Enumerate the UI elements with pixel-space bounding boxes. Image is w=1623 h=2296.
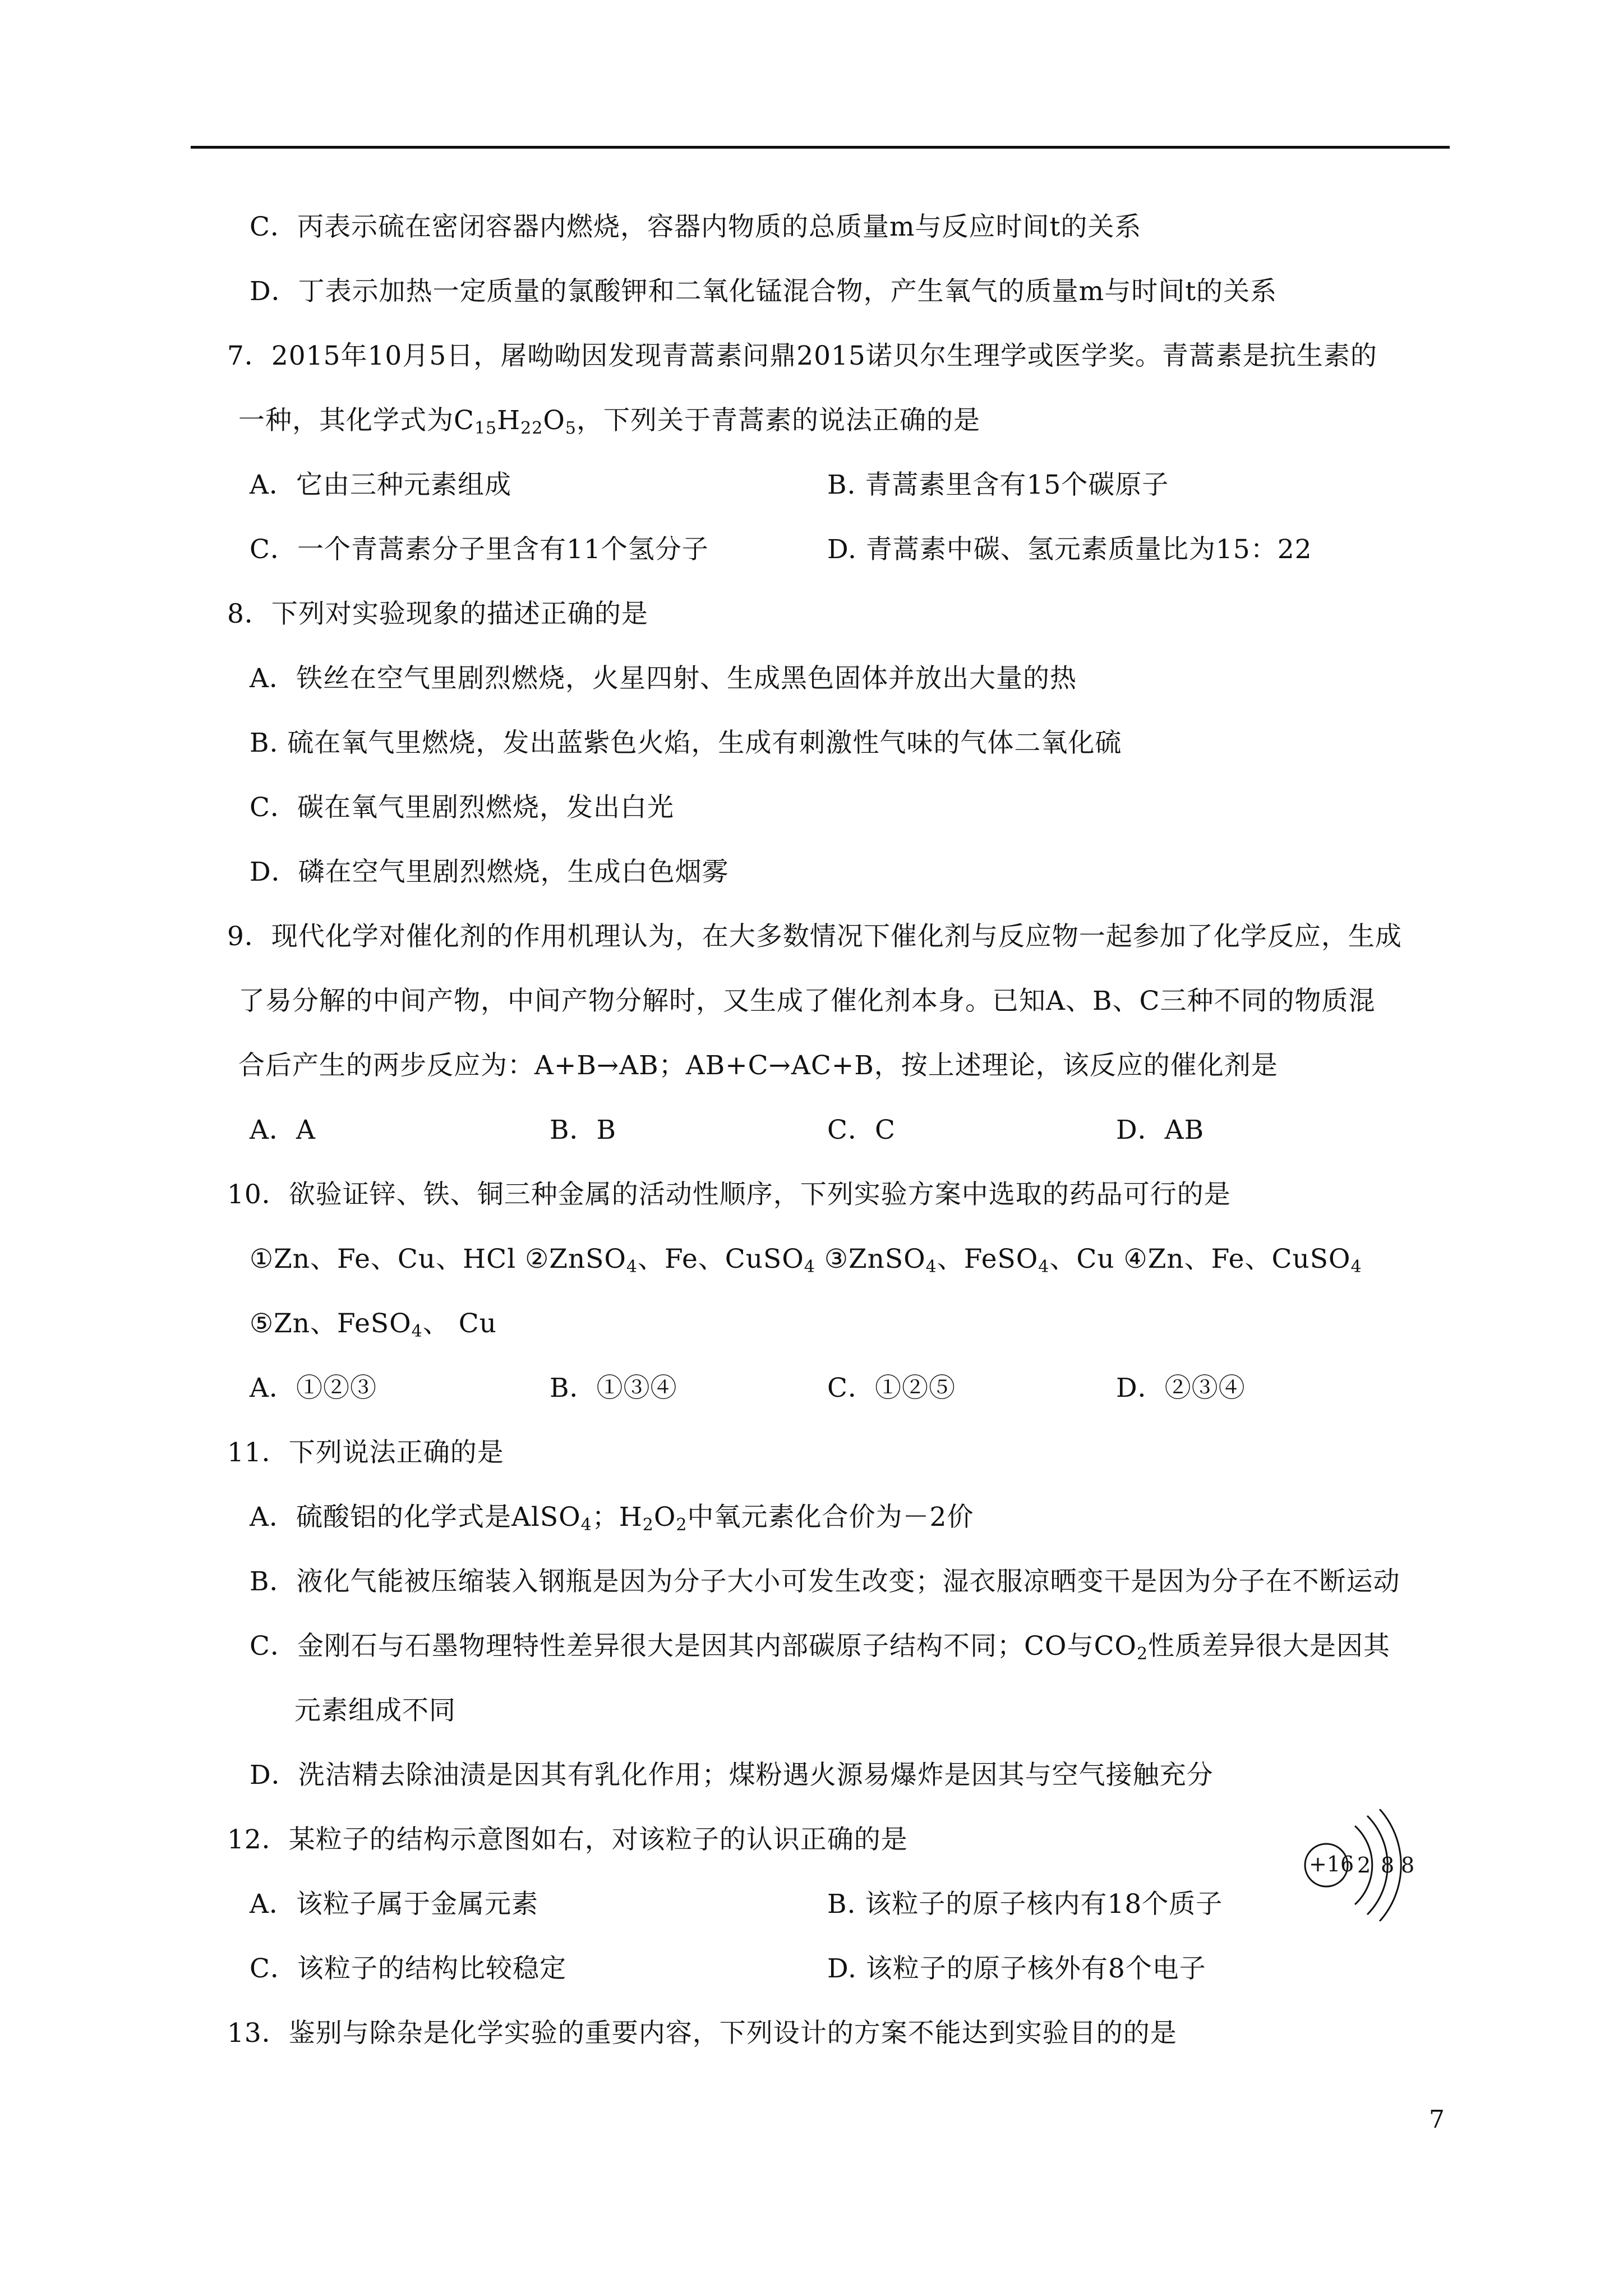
q6-option-c: C．丙表示硫在密闭容器内燃烧，容器内物质的总质量m与反应时间t的关系 (250, 211, 1142, 242)
q11-option-b: B．液化气能被压缩装入钢瓶是因为分子大小可发生改变；湿衣服凉晒变干是因为分子在不断运动 (250, 1566, 1400, 1597)
q9-option-c: C．C (827, 1115, 896, 1145)
header-rule (191, 146, 1450, 149)
q9-option-b: B．B (550, 1115, 617, 1145)
q12-option-c: C．该粒子的结构比较稳定 (250, 1953, 566, 1984)
q10-option-a: A．①②③ (250, 1373, 377, 1404)
q9-stem-line3: 合后产生的两步反应为：A+B→AB；AB+C→AC+B，按上述理论，该反应的催化剂是 (238, 1050, 1278, 1081)
q12-option-d: D. 该粒子的原子核外有8个电子 (827, 1953, 1206, 1984)
shell-2-count: 8 (1381, 1853, 1395, 1878)
shell-1-count: 2 (1357, 1853, 1371, 1878)
q12-option-a: A．该粒子属于金属元素 (250, 1889, 538, 1920)
q11-option-c-line1: C．金刚石与石墨物理特性差异很大是因其内部碳原子结构不同；CO与$CO_2$性质差异很大是因其 (250, 1631, 1391, 1664)
q10-stem: 10．欲验证锌、铁、铜三种金属的活动性顺序，下列实验方案中选取的药品可行的是 (227, 1179, 1231, 1210)
q9-option-d: D．AB (1116, 1115, 1205, 1145)
atom-structure-diagram (1301, 1809, 1430, 1921)
q10-option-c: C．①②⑤ (827, 1373, 956, 1404)
q10-option-d: D．②③④ (1116, 1373, 1246, 1404)
q7-stem-line2: 一种，其化学式为$C_{15}H_{22}O_5$，下列关于青蒿素的说法正确的是 (238, 405, 980, 438)
shell-3-count: 8 (1401, 1853, 1415, 1878)
q9-stem-line1: 9．现代化学对催化剂的作用机理认为，在大多数情况下催化剂与反应物一起参加了化学反应，生成 (227, 921, 1402, 952)
q10-reagents-line1: ①Zn、Fe、Cu、HCl ②ZnSO$_4$、Fe、CuSO$_4$ ③ZnSO$_4$、FeSO$_4$、Cu ④Zn、Fe、CuSO$_4$ (250, 1244, 1362, 1277)
q10-reagents-line2: ⑤Zn、FeSO$_4$、 Cu (250, 1308, 497, 1341)
q7-stem-line1: 7．2015年10月5日，屠呦呦因发现青蒿素问鼎2015诺贝尔生理学或医学奖。青蒿素是抗生素的 (227, 341, 1377, 371)
q11-stem: 11．下列说法正确的是 (227, 1437, 504, 1468)
q11-option-a: A．硫酸铝的化学式是AlSO$_4$；$H_2O_2$中氧元素化合价为－2价 (250, 1502, 974, 1535)
q7-option-b: B. 青蒿素里含有15个碳原子 (827, 470, 1169, 500)
nucleus-charge: +16 (1309, 1852, 1354, 1876)
q13-stem: 13．鉴别与除杂是化学实验的重要内容，下列设计的方案不能达到实验目的的是 (227, 2018, 1177, 2049)
q8-option-c: C．碳在氧气里剧烈燃烧，发出白光 (250, 792, 674, 823)
q12-option-b: B. 该粒子的原子核内有18个质子 (827, 1889, 1223, 1920)
q9-stem-line2: 了易分解的中间产物，中间产物分解时，又生成了催化剂本身。已知A、B、C三种不同的物质混 (238, 986, 1376, 1016)
q8-stem: 8．下列对实验现象的描述正确的是 (227, 599, 648, 629)
q7-option-d: D. 青蒿素中碳、氢元素质量比为15：22 (827, 534, 1312, 565)
q8-option-a: A．铁丝在空气里剧烈燃烧，火星四射、生成黑色固体并放出大量的热 (250, 663, 1077, 694)
q6-option-d: D．丁表示加热一定质量的氯酸钾和二氧化锰混合物，产生氧气的质量m与时间t的关系 (250, 276, 1278, 307)
page-number: 7 (1429, 2105, 1445, 2134)
q11-option-c-line2: 元素组成不同 (294, 1695, 456, 1726)
q8-option-d: D．磷在空气里剧烈燃烧，生成白色烟雾 (250, 857, 729, 887)
q11-option-d: D．洗洁精去除油渍是因其有乳化作用；煤粉遇火源易爆炸是因其与空气接触充分 (250, 1760, 1214, 1791)
q7-option-c: C．一个青蒿素分子里含有11个氢分子 (250, 534, 709, 565)
q8-option-b: B. 硫在氧气里燃烧，发出蓝紫色火焰，生成有刺激性气味的气体二氧化硫 (250, 728, 1122, 758)
q9-option-a: A．A (250, 1115, 316, 1145)
q12-stem: 12．某粒子的结构示意图如右，对该粒子的认识正确的是 (227, 1824, 908, 1855)
q10-option-b: B．①③④ (550, 1373, 677, 1404)
q7-option-a: A．它由三种元素组成 (250, 470, 511, 500)
